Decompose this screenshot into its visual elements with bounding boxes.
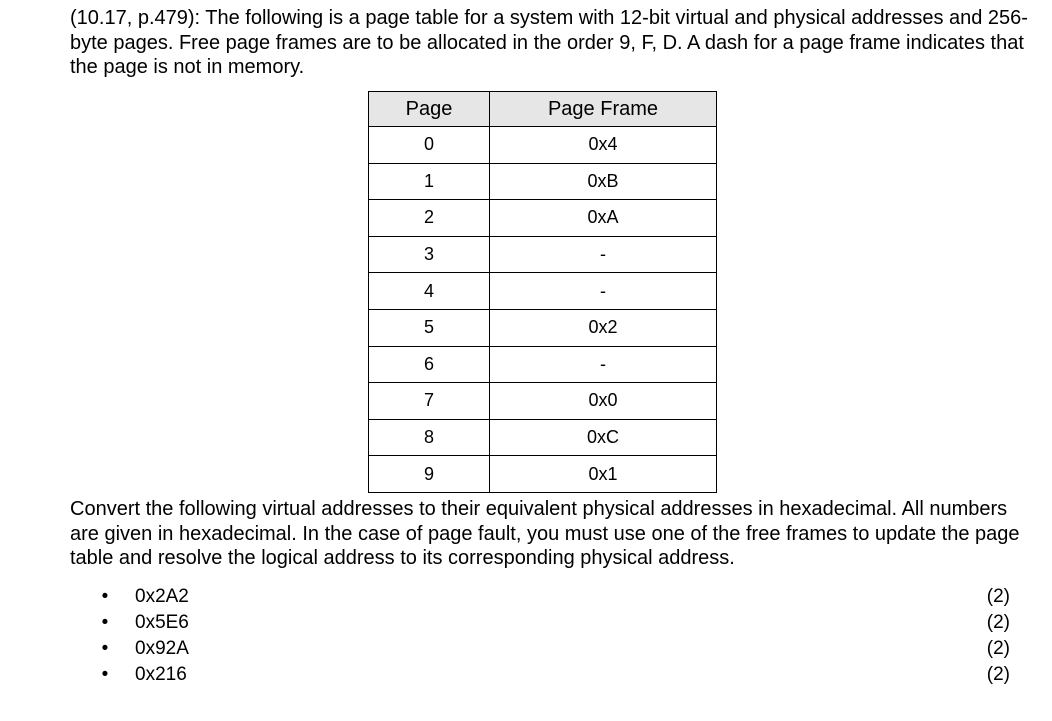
cell-frame: - (490, 273, 717, 310)
page-table-wrapper (368, 91, 717, 493)
marks-label: (2) (986, 586, 1010, 607)
table-row (369, 273, 717, 310)
bullet-icon: • (101, 638, 109, 659)
cell-page: 8 (369, 419, 490, 456)
table-row (369, 419, 717, 456)
cell-page: 9 (369, 456, 490, 493)
marks-label: (2) (986, 638, 1010, 659)
virtual-address: 0x5E6 (135, 612, 189, 633)
cell-page: 2 (369, 200, 490, 237)
list-item (100, 636, 1010, 662)
virtual-address: 0x216 (135, 664, 187, 685)
table-row (369, 200, 717, 237)
cell-frame: 0x1 (490, 456, 717, 493)
header-page-frame: Page Frame (490, 92, 717, 127)
virtual-address: 0x92A (135, 638, 189, 659)
table-row (369, 383, 717, 420)
cell-frame: 0xA (490, 200, 717, 237)
marks-label: (2) (986, 612, 1010, 633)
cell-frame: 0x4 (490, 127, 717, 164)
list-item (100, 584, 1010, 610)
header-page: Page (369, 92, 490, 127)
list-item (100, 610, 1010, 636)
cell-page: 7 (369, 383, 490, 420)
cell-page: 4 (369, 273, 490, 310)
intro-paragraph: (10.17, p.479): The following is a page table for a system with 12-bit virtual and physical addresses and 256-byte pages. Free page frames are to be allocated in the order 9, F, D. A dash for a page frame indicates that the page is not in memory. (70, 7, 1028, 78)
bullet-icon: • (101, 586, 109, 607)
cell-page: 0 (369, 127, 490, 164)
cell-frame: 0x2 (490, 309, 717, 346)
page-table (368, 91, 717, 493)
table-row (369, 127, 717, 164)
cell-frame: 0xB (490, 163, 717, 200)
cell-page: 5 (369, 309, 490, 346)
table-row (369, 163, 717, 200)
cell-frame: - (490, 346, 717, 383)
bullet-icon: • (101, 664, 109, 685)
virtual-address: 0x2A2 (135, 586, 189, 607)
list-item (100, 662, 1010, 688)
address-list (100, 584, 1010, 688)
instructions-paragraph: Convert the following virtual addresses to their equivalent physical addresses in hexadecimal. All numbers are given in hexadecimal. In the case of page fault, you must use one of the free frames to update the page table and resolve the logical address to its corresponding physical address. (70, 498, 1020, 569)
cell-page: 3 (369, 236, 490, 273)
bullet-icon: • (101, 612, 109, 633)
question-header (70, 6, 1030, 80)
marks-label: (2) (986, 664, 1010, 685)
table-header-row (369, 92, 717, 127)
cell-frame: - (490, 236, 717, 273)
table-row (369, 309, 717, 346)
table-row (369, 346, 717, 383)
cell-page: 1 (369, 163, 490, 200)
instructions-block (70, 497, 1030, 571)
cell-frame: 0xC (490, 419, 717, 456)
cell-page: 6 (369, 346, 490, 383)
table-row (369, 456, 717, 493)
table-row (369, 236, 717, 273)
cell-frame: 0x0 (490, 383, 717, 420)
